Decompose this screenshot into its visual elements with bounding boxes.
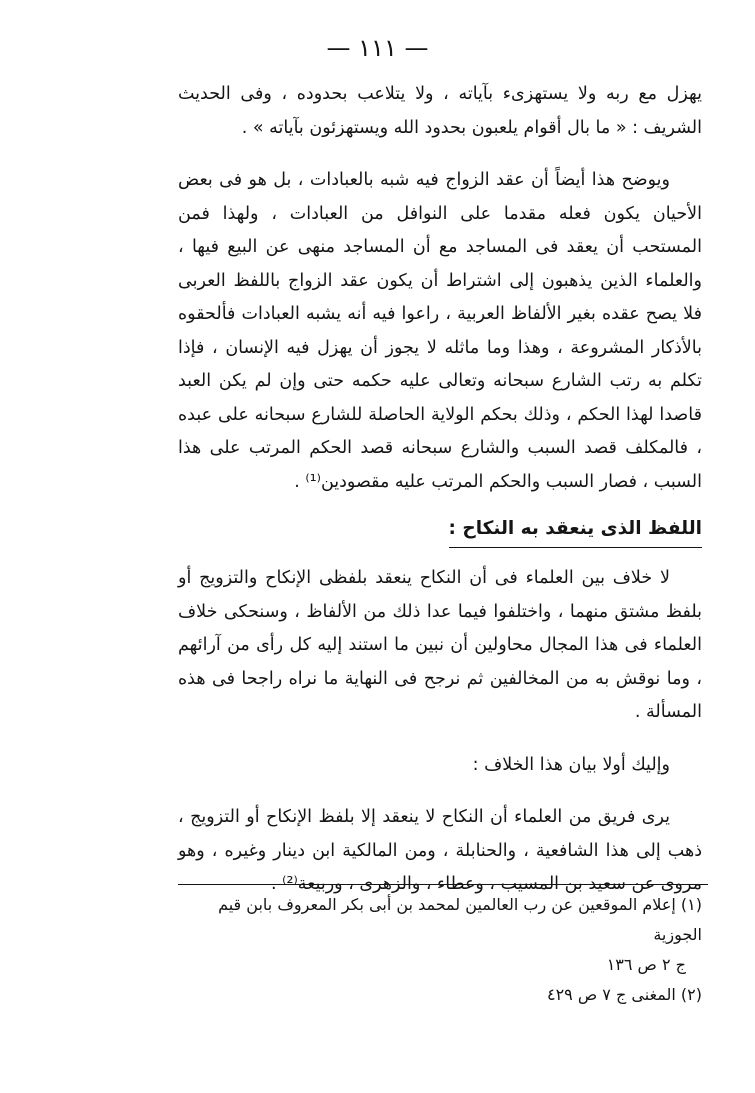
body-text [178,78,702,902]
paragraph-no-disagreement: لا خلاف بين العلماء فى أن النكاح ينعقد بلفظى الإنكاح والتزويج أو بلفظ مشتق منهما ، واختلفوا فيما عدا ذلك من الألفاظ ، وسنحكى خلاف العلماء فى هذا المجال محاولين أن نبين ما استند إليه كل رأى من آرائهم ، وما نوقش به من المخالفين ثم نرجح فى النهاية ما نراه راجحا فى هذه المسألة . [178,568,702,722]
footnote-1: (١) إعلام الموقعين عن رب العالمين لمحمد بن أبى بكر المعروف بابن قيم الجوزية [218,895,702,944]
footnote-1-continuation: ج ٢ ص ١٣٦ [606,955,686,974]
section-heading [178,514,702,548]
paragraph-hadith: يهزل مع ربه ولا يستهزىء بآياته ، ولا يتلاعب بحدوده ، وفى الحديث الشريف : « ما بال أقوام يلعبون بحدود الله ويستهزئون بآياته » . [178,84,702,138]
paragraph-marriage-worship: ويوضح هذا أيضاً أن عقد الزواج فيه شبه بالعبادات ، بل هو فى بعض الأحيان يكون فعله مقدما على النوافل من العبادات ، ولهذا فمن المستحب أن يعقد فى المساجد مع أن المساجد منهى عن البيع فيها ، والعلماء الذين يذهبون إلى اشتراط أن يكون عقد الزواج باللفظ العربى فلا يصح عقده بغير الألفاظ العربية ، راعوا فيه أنه يشبه العبادات فألحقوه بالأذكار المشروعة ، وهذا وما ماثله لا يجوز أن يهزل فيه الإنسان ، فإذا تكلم به رتب الشارع سبحانه وتعالى عليه حكمه حتى وإن لم يكن العبد قاصدا لهذا الحكم ، وذلك بحكم الولاية الحاصلة للشارع سبحانه على عبده ، فالمكلف قصد السبب والشارع سبحانه قصد الحكم المرتب على هذا السبب ، فصار السبب والحكم المرتب عليه مقصودين⁽¹⁾ . [178,170,702,492]
section-heading-text: اللفظ الذى ينعقد به النكاح : [449,514,702,548]
paragraph-first-opinion: يرى فريق من العلماء أن النكاح لا ينعقد إلا بلفظ الإنكاح أو التزويج ، ذهب إلى هذا الشافعية ، والحنابلة ، ومن المالكية ابن دينار وغيره ، وهو مروى عن سعيد بن المسيب ، وعطاء ، والزهرى ، وربيعة⁽²⁾ . [178,807,702,894]
footnote-divider [178,884,708,885]
footnotes [178,890,702,1010]
footnote-2: (٢) المغنى ج ٧ ص ٤٢٩ [546,985,702,1004]
paragraph-intro-disagreement: وإليك أولا بيان هذا الخلاف : [472,754,670,775]
page-number: — ١١١ — [326,34,429,62]
